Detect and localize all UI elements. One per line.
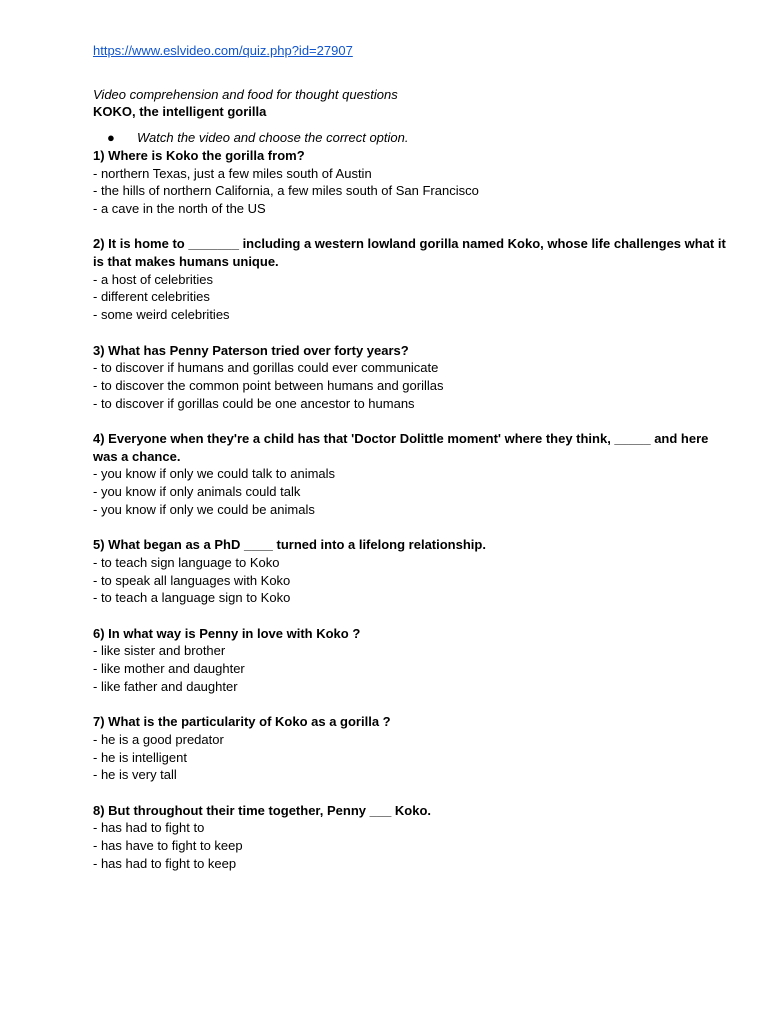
- spacer: [93, 696, 728, 714]
- question-text: 6) In what way is Penny in love with Koko ?: [93, 625, 361, 641]
- option-a: - you know if only we could talk to animals: [93, 466, 336, 482]
- option-a: - like sister and brother: [93, 643, 226, 659]
- option-a: - northern Texas, just a few miles south of Austin: [93, 165, 372, 181]
- option-b: - the hills of northern California, a few miles south of San Francisco: [93, 183, 479, 199]
- option-a: - to discover if humans and gorillas could ever communicate: [93, 360, 439, 376]
- question-text: 1) Where is Koko the gorilla from?: [93, 147, 305, 163]
- option-c: - you know if only we could be animals: [93, 501, 315, 517]
- bullet-icon: ●: [107, 130, 115, 146]
- option-c: - he is very tall: [93, 767, 177, 783]
- option-b: - you know if only animals could talk: [93, 484, 301, 500]
- question-1: [93, 147, 728, 218]
- question-text: 8) But throughout their time together, Penny ___ Koko.: [93, 802, 432, 818]
- option-b: - to speak all languages with Koko: [93, 572, 291, 588]
- question-5: [93, 536, 728, 607]
- question-text: 4) Everyone when they're a child has that 'Doctor Dolittle moment' where they think, _____ and here was a chance.: [93, 431, 709, 464]
- option-c: - to teach a language sign to Koko: [93, 590, 291, 606]
- option-c: - like father and daughter: [93, 678, 238, 694]
- question-6: [93, 625, 728, 696]
- question-7: [93, 713, 728, 784]
- spacer: [93, 60, 728, 86]
- option-b: - has have to fight to keep: [93, 838, 243, 854]
- spacer: [93, 218, 728, 236]
- option-c: - has had to fight to keep: [93, 855, 237, 871]
- option-b: - to discover the common point between humans and gorillas: [93, 377, 444, 393]
- option-c: - a cave in the north of the US: [93, 200, 266, 216]
- spacer: [93, 412, 728, 430]
- document-subtitle: Video comprehension and food for thought questions: [93, 86, 398, 102]
- instruction-item: [93, 129, 728, 147]
- option-c: - some weird celebrities: [93, 307, 230, 323]
- quiz-url-link[interactable]: https://www.eslvideo.com/quiz.php?id=27907: [93, 43, 353, 58]
- spacer: [93, 519, 728, 537]
- question-2: [93, 235, 728, 324]
- option-a: - to teach sign language to Koko: [93, 554, 280, 570]
- option-a: - a host of celebrities: [93, 271, 213, 287]
- question-text: 3) What has Penny Paterson tried over forty years?: [93, 342, 409, 358]
- spacer: [93, 324, 728, 342]
- question-3: [93, 342, 728, 413]
- spacer: [93, 784, 728, 802]
- question-8: [93, 802, 728, 873]
- question-text: 5) What began as a PhD ____ turned into a lifelong relationship.: [93, 537, 486, 553]
- option-b: - he is intelligent: [93, 749, 187, 765]
- question-text: 7) What is the particularity of Koko as a gorilla ?: [93, 714, 391, 730]
- option-b: - different celebrities: [93, 289, 210, 305]
- question-4: [93, 430, 728, 519]
- document-title: KOKO, the intelligent gorilla: [93, 104, 267, 120]
- option-a: - he is a good predator: [93, 731, 224, 747]
- question-text: 2) It is home to _______ including a western lowland gorilla named Koko, whose life challenges what it is that makes humans unique.: [93, 236, 726, 270]
- option-b: - like mother and daughter: [93, 661, 245, 677]
- option-a: - has had to fight to: [93, 820, 205, 836]
- option-c: - to discover if gorillas could be one ancestor to humans: [93, 395, 415, 411]
- spacer: [93, 607, 728, 625]
- instruction-text: Watch the video and choose the correct option.: [137, 130, 409, 146]
